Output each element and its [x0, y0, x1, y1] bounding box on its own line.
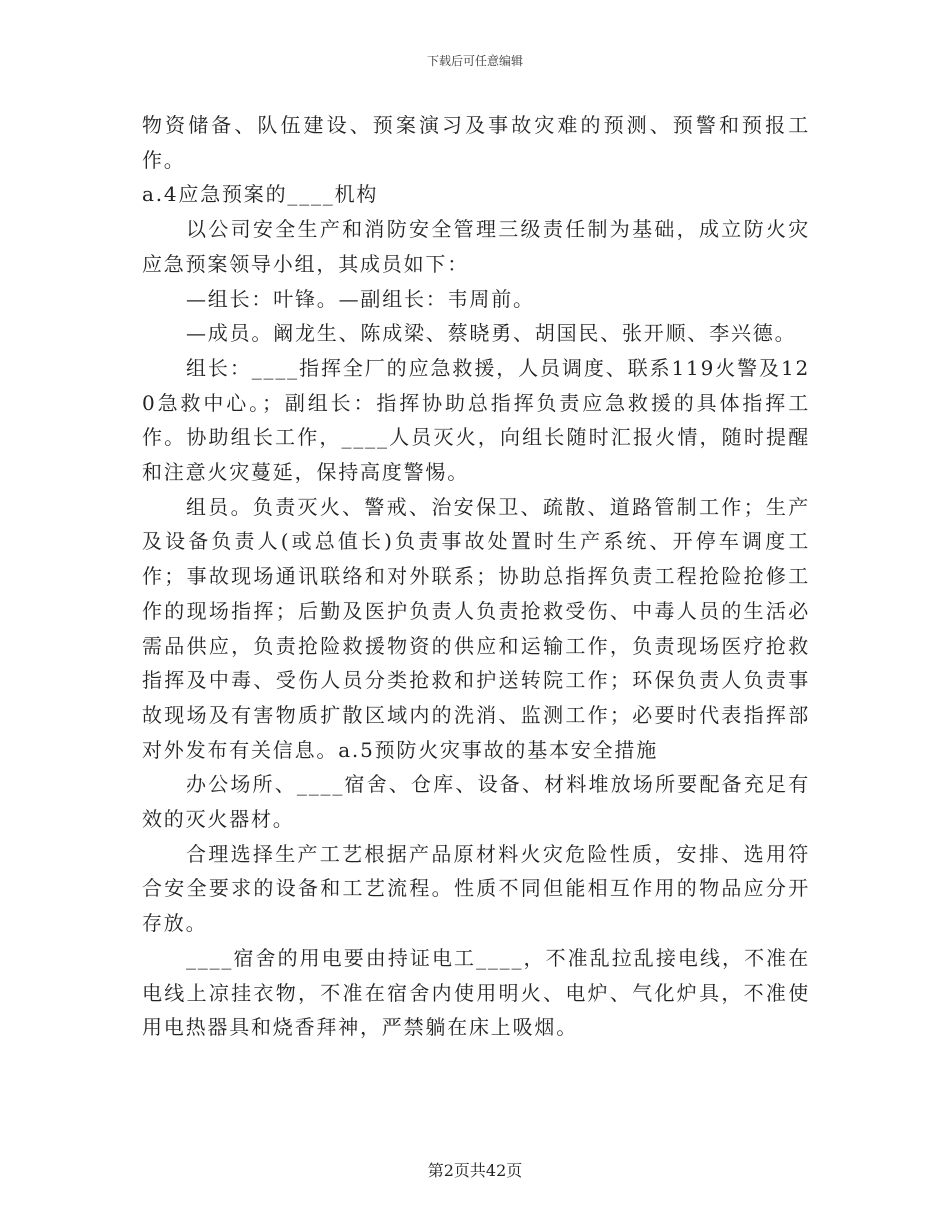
paragraph: 物资储备、队伍建设、预案演习及事故灾难的预测、预警和预报工作。 — [142, 113, 810, 172]
paragraph: 以公司安全生产和消防安全管理三级责任制为基础，成立防火灾应急预案领导小组，其成员如下： — [142, 217, 810, 276]
paragraph: 合理选择生产工艺根据产品原材料火灾危险性质，安排、选用符合安全要求的设备和工艺流程。性质不同但能相互作用的物品应分开存放。 — [142, 841, 810, 936]
paragraph: 组长：____指挥全厂的应急救援，人员调度、联系119火警及120急救中心。；副组长：指挥协助总指挥负责应急救援的具体指挥工作。协助组长工作，____人员灭火，向组长随时汇报火情，随时提醒和注意火灾蔓延，保持高度警惕。 — [142, 355, 810, 485]
paragraph: ____宿舍的用电要由持证电工____，不准乱拉乱接电线，不准在电线上凉挂衣物，不准在宿舍内使用明火、电炉、气化炉具，不准使用电热器具和烧香拜神，严禁躺在床上吸烟。 — [142, 945, 810, 1040]
paragraph: —组长：叶锋。—副组长：韦周前。 — [186, 286, 535, 311]
paragraph: 办公场所、____宿舍、仓库、设备、材料堆放场所要配备充足有效的灭火器材。 — [142, 772, 810, 832]
section-heading: a.4应急预案的____机构 — [142, 182, 379, 207]
page-number: 第2页共42页 — [427, 1161, 523, 1180]
page-header: 下载后可任意编辑 — [426, 54, 523, 68]
paragraph: 组员。负责灭火、警戒、治安保卫、疏散、道路管制工作；生产及设备负责人(或总值长)负责事故处置时生产系统、开停车调度工作；事故现场通讯联络和对外联系；协助总指挥负责工程抢险抢修工作的现场指挥；后勤及医护负责人负责抢救受伤、中毒人员的生活必需品供应，负责抢险救援物资的供应和运输工作，负责现场医疗抢救指挥及中毒、受伤人员分类抢救和护送转院工作；环保负责人负责事故现场及有害物质扩散区域内的洗消、监测工作；必要时代表指挥部对外发布有关信息。a.5预防火灾事故的基本安全措施 — [142, 494, 810, 762]
document-body — [142, 108, 810, 1045]
paragraph: —成员。阚龙生、陈成梁、蔡晓勇、胡国民、张开顺、李兴德。 — [186, 321, 797, 346]
